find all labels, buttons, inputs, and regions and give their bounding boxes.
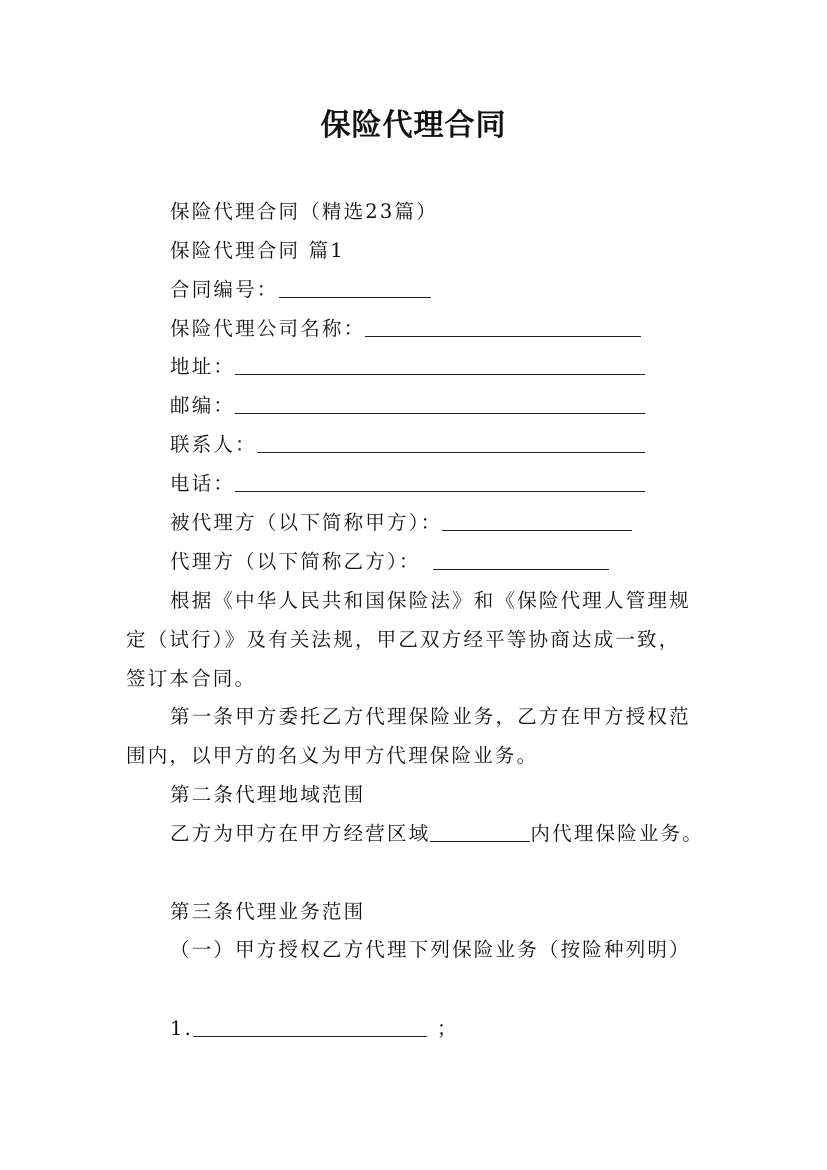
contract-no-label: 合同编号： <box>170 278 279 301</box>
company-name-label: 保险代理公司名称： <box>170 317 366 340</box>
article2-title: 第二条代理地域范围 <box>170 783 366 806</box>
article2-text <box>170 824 704 844</box>
address-blank <box>235 373 645 375</box>
phone-label: 电话： <box>170 472 236 495</box>
preamble-line-2: 定（试行）》及有关法规，甲乙双方经平等协商达成一致， <box>126 628 681 651</box>
section-heading: 保险代理合同 篇1 <box>170 239 345 262</box>
list-item-blank <box>193 1035 427 1037</box>
preamble-line-1: 根据《中华人民共和国保险法》和《保险代理人管理规 <box>170 589 691 612</box>
contract-no-field <box>170 280 431 300</box>
phone-blank <box>235 490 645 492</box>
principal-label: 被代理方（以下简称甲方）： <box>170 511 443 534</box>
list-item-number: 1. <box>170 1017 194 1040</box>
list-item-end: ； <box>437 1017 459 1040</box>
document-subtitle: 保险代理合同（精选23篇） <box>170 200 438 223</box>
list-item-1 <box>170 1019 459 1039</box>
article3-title: 第三条代理业务范围 <box>170 900 366 923</box>
preamble-line-3: 签订本合同。 <box>126 667 257 690</box>
postcode-label: 邮编： <box>170 394 236 417</box>
contact-blank <box>257 451 645 453</box>
postcode-field <box>170 396 645 416</box>
document-title: 保险代理合同 <box>320 108 507 143</box>
article2-text-post: 内代理保险业务。 <box>530 822 705 845</box>
article2-text-pre: 乙方为甲方在甲方经营区域 <box>170 822 431 845</box>
principal-blank <box>442 529 632 531</box>
article1-line-2: 围内，以甲方的名义为甲方代理保险业务。 <box>126 744 539 767</box>
contact-field <box>170 435 645 455</box>
principal-field <box>170 513 632 533</box>
contract-no-blank <box>279 296 431 298</box>
contact-label: 联系人： <box>170 433 257 456</box>
address-field <box>170 357 645 377</box>
article1-line-1: 第一条甲方委托乙方代理保险业务，乙方在甲方授权范 <box>170 705 691 728</box>
agent-field <box>170 552 609 572</box>
article3-item: （一）甲方授权乙方代理下列保险业务（按险种列明） <box>170 938 691 961</box>
address-label: 地址： <box>170 355 236 378</box>
company-name-field <box>170 319 641 339</box>
agent-label: 代理方（以下简称乙方）： <box>170 550 421 573</box>
postcode-blank <box>235 412 645 414</box>
phone-field <box>170 474 645 494</box>
article2-blank <box>430 840 530 842</box>
company-name-blank <box>365 335 641 337</box>
agent-blank <box>433 568 609 570</box>
